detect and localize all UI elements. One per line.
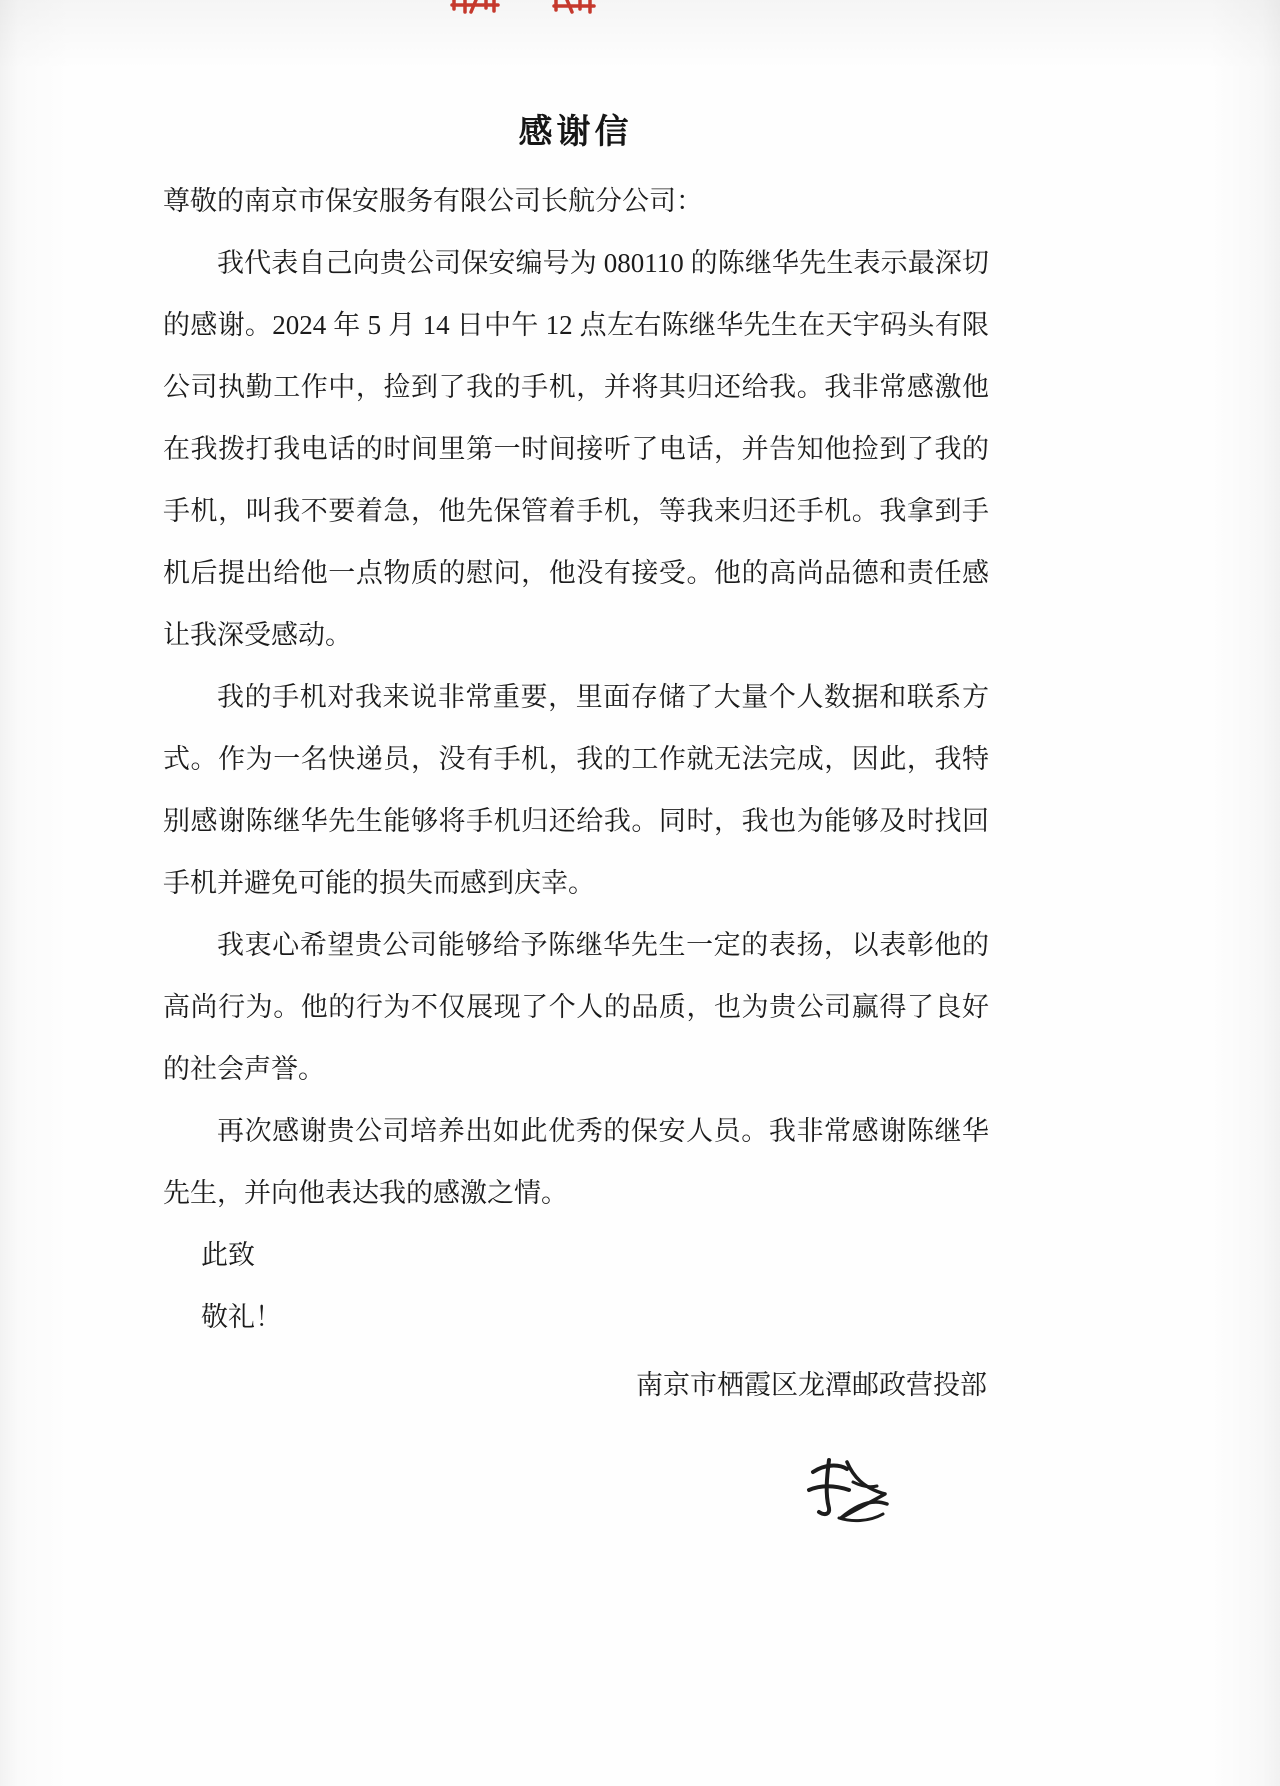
closing-cizhi: 此致 [201, 1240, 255, 1270]
paragraph-2: 我的手机对我来说非常重要，里面存储了大量个人数据和联系方式。作为一名快递员，没有手机，我的工作就无法完成，因此，我特别感谢陈继华先生能够将手机归还给我。同时，我也为能够及时找回手机并避免可能的损失而感到庆幸。 [163, 682, 989, 898]
closing-jingli: 敬礼！ [201, 1302, 282, 1332]
letter-body [163, 170, 989, 1416]
cropped-red-letterhead-mark [0, 0, 1280, 18]
paragraph-3: 我衷心希望贵公司能够给予陈继华先生一定的表扬，以表彰他的高尚行为。他的行为不仅展现了个人的品质，也为贵公司赢得了良好的社会声誉。 [163, 930, 989, 1084]
paragraph-4: 再次感谢贵公司培养出如此优秀的保安人员。我非常感谢陈继华先生，并向他表达我的感激之情。 [163, 1116, 989, 1208]
signature-organization: 南京市栖霞区龙潭邮政营投部 [636, 1370, 987, 1400]
paragraph-1: 我代表自己向贵公司保安编号为 080110 的陈继华先生表示最深切的感谢。2024 年 5 月 14 日中午 12 点左右陈继华先生在天宇码头有限公司执勤工作中，捡到了我的手机，并将其归还给我。我非常感激他在我拨打我电话的时间里第一时间接听了电话，并告知他捡到了我的手机，叫我不要着急，他先保管着手机，等我来归还手机。我拿到手机后提出给他一点物质的慰问，他没有接受。他的高尚品德和责任感让我深受感动。 [163, 248, 989, 650]
handwritten-signature [795, 1442, 905, 1542]
salutation: 尊敬的南京市保安服务有限公司长航分公司： [163, 186, 703, 216]
letter-title: 感谢信 [518, 114, 633, 151]
